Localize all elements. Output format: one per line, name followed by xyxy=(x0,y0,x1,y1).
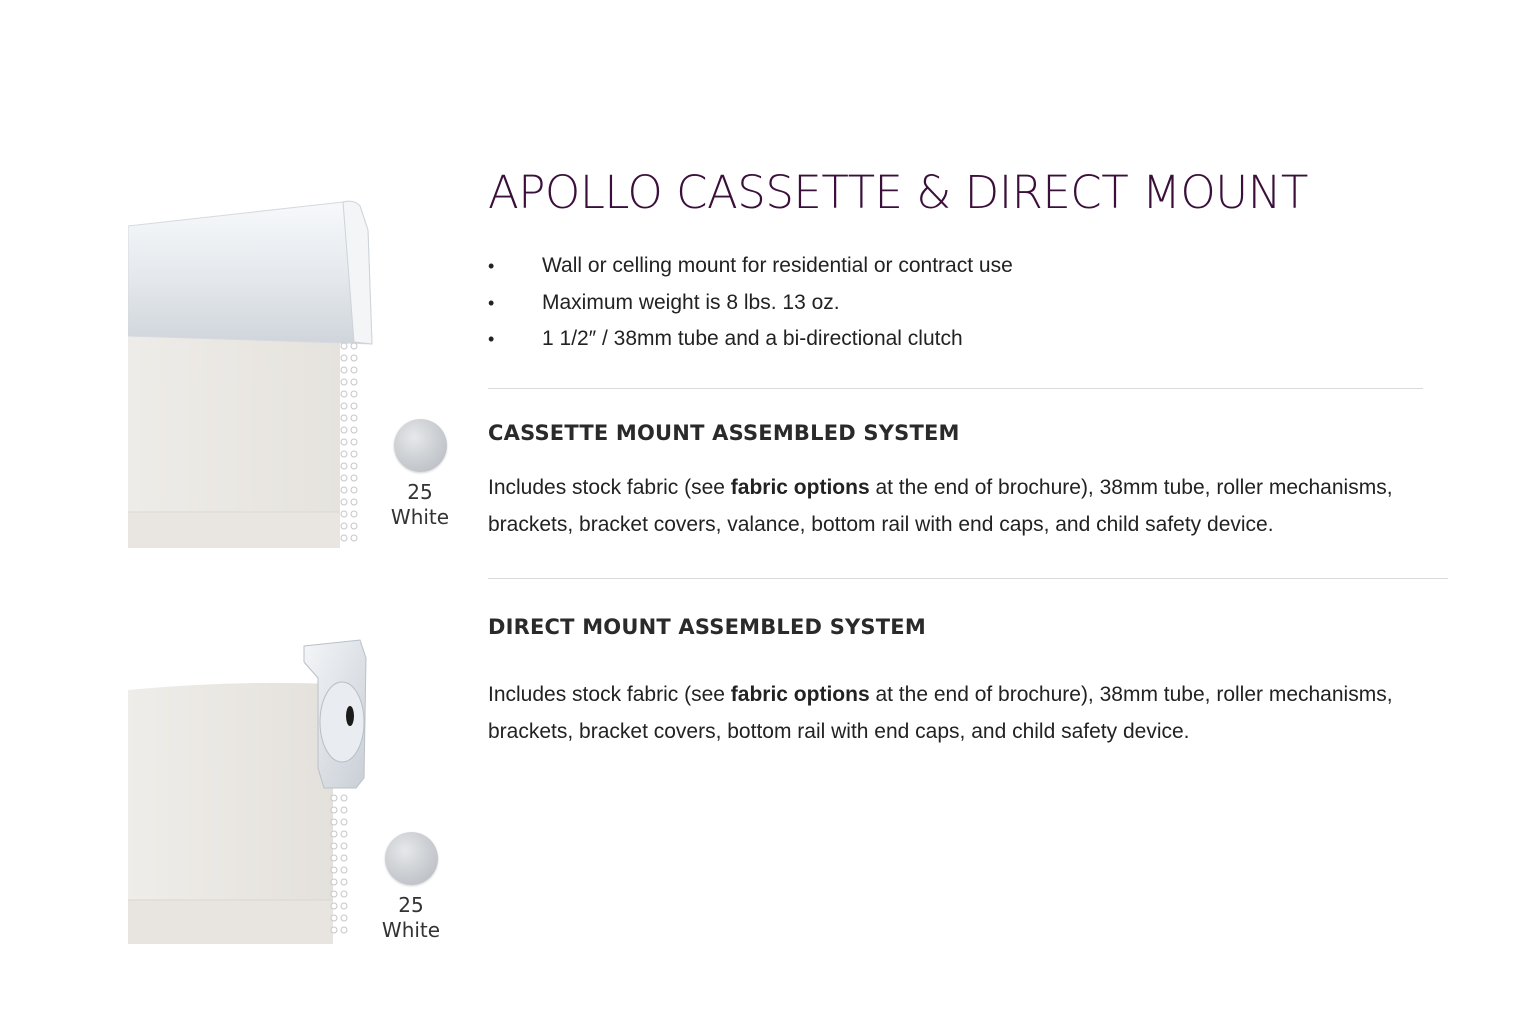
cassette-section-description xyxy=(488,469,1473,543)
divider xyxy=(488,578,1448,579)
feature-item: • Maximum weight is 8 lbs. 13 oz. xyxy=(488,285,1013,322)
description-text: Includes stock fabric (see xyxy=(488,476,731,499)
page-title: APOLLO CASSETTE & DIRECT MOUNT xyxy=(488,166,1308,219)
description-text: at the end of brochure), 38mm tube, roller mechanisms, brackets, bracket covers, valance, bottom rail with end caps, and child safety device. xyxy=(488,476,1393,536)
direct-mount-section-description xyxy=(488,676,1473,750)
description-text: Includes stock fabric (see xyxy=(488,683,731,706)
swatch-color-dot xyxy=(394,419,447,472)
feature-item: • 1 1/2″ / 38mm tube and a bi-directional clutch xyxy=(488,321,1013,358)
cassette-color-swatch xyxy=(375,419,465,530)
feature-item: • Wall or celling mount for residential or contract use xyxy=(488,248,1013,285)
direct-mount-illustration xyxy=(128,638,373,948)
swatch-code: 25 xyxy=(407,480,433,504)
description-text: at the end of brochure), 38mm tube, roller mechanisms, brackets, bracket covers, bottom rail with end caps, and child safety device. xyxy=(488,683,1393,743)
direct-mount-shade-image xyxy=(128,638,373,948)
swatch-name: White xyxy=(390,505,450,529)
divider xyxy=(488,388,1423,389)
swatch-code: 25 xyxy=(398,893,424,917)
cassette-shade-image xyxy=(128,196,378,552)
direct-mount-section-heading: DIRECT MOUNT ASSEMBLED SYSTEM xyxy=(488,615,926,639)
feature-list xyxy=(488,248,1013,358)
swatch-name: White xyxy=(381,918,441,942)
fabric-options-emphasis: fabric options xyxy=(730,476,870,499)
direct-mount-color-swatch xyxy=(366,832,456,943)
fabric-options-emphasis: fabric options xyxy=(730,683,870,706)
cassette-mount-illustration xyxy=(128,196,378,552)
cassette-section-heading: CASSETTE MOUNT ASSEMBLED SYSTEM xyxy=(488,421,960,445)
swatch-color-dot xyxy=(385,832,438,885)
